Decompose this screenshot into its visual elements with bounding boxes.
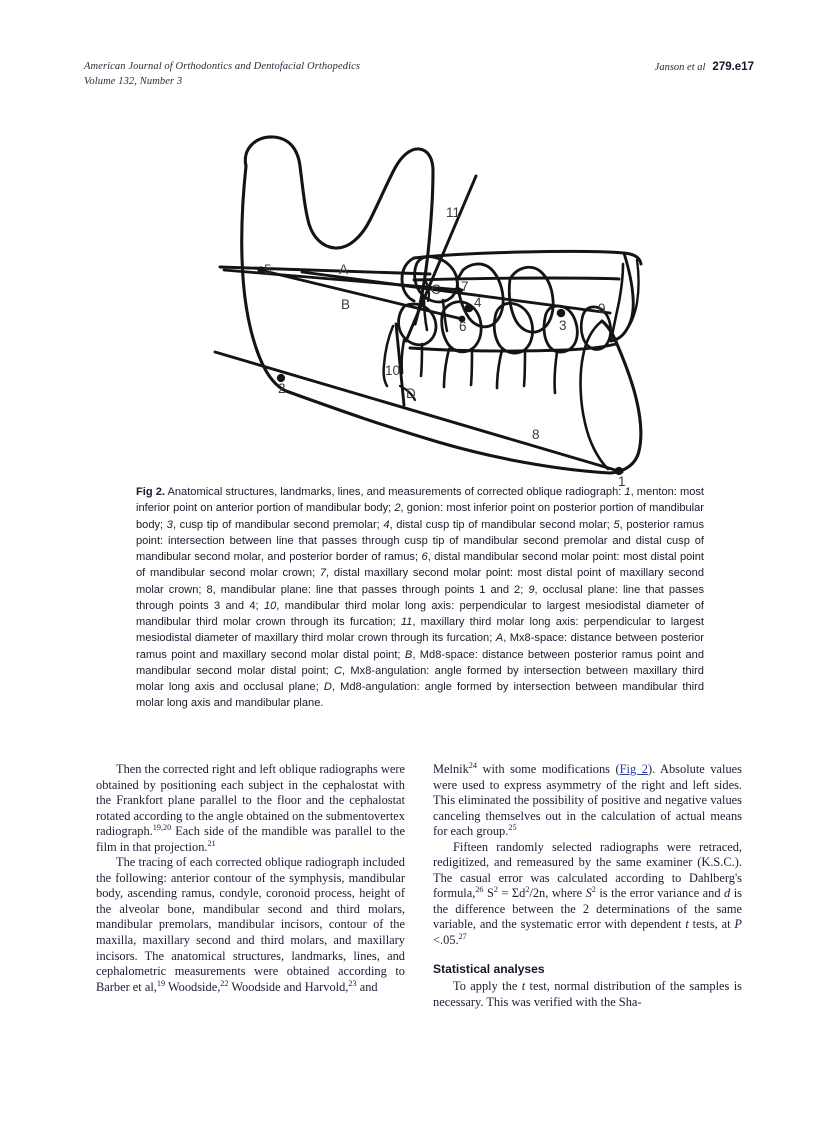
caption-landmark-key: 6 [421,551,428,563]
landmark-label-4: 4 [474,295,482,310]
right-p2-ref-a: 26 [475,885,484,895]
left-p2-text: The tracing of each corrected oblique radiograph included the following: anterior contour of the symphysis, mandibular body, ascending ramus, condyle, coronoid process, height of the alveolar bone, mandibular second and third molars, mandibular premolars, mandibular incisors, contour of the maxilla, maxillary second and third molars, and maxillary incisors. The anatomical structures, landmarks, lines, and cephalometric measurements were obtained according to Barber et al, [96,855,405,994]
right-p2-cont2: is the difference between the 2 determinations of the same variable, and the systematic error with dependent [433,886,742,932]
left-p2-ref-c: 23 [348,978,357,988]
landmark-dot-3 [557,309,566,318]
running-head-authors-page [655,60,754,76]
caption-landmark-key: A [495,632,504,645]
left-p2-ref-a: 19 [156,978,166,988]
right-paragraph-1 [433,762,742,840]
right-p1-start: Melnik [433,762,469,776]
caption-landmark-key: 11 [400,616,413,628]
maxilla-outline [414,251,641,264]
caption-landmark-key: 10 [263,599,277,612]
journal-volume-issue: Volume 132, Number 3 [84,75,183,87]
right-p2-cont: is the error variance and [595,886,725,901]
body-column-left [96,762,405,995]
right-p3-cont: test, normal distribution of the samples is necessary. This was verified with the Sha- [433,979,742,1009]
right-paragraph-3 [433,979,742,1010]
right-p2-dvar: d [724,886,731,901]
body-column-right [433,762,742,1010]
left-p2-end: and [356,979,378,994]
caption-text-segment: , posterior ramus point: intersection between line that passes through cusp tip of mandibular second premolar and distal cusp of mandibular second molar, and posterior border of ramus; [136,518,704,563]
mandibular-first-molar [494,303,532,353]
mandibular-first-molar-roots [497,350,525,388]
caption-landmark-key: 2 [394,502,401,515]
caption-landmark-key: 9 [528,583,535,596]
left-paragraph-2 [96,855,405,995]
left-p1-ref-a: 19,20 [152,823,172,833]
left-p2-mid-a: Woodside, [165,979,221,994]
landmark-label-C: C [431,282,441,297]
caption-landmark-key: 3 [166,518,173,531]
maxilla-palate-line [414,278,619,280]
section-heading-statistical-analyses: Statistical analyses [433,961,545,976]
posterior-ramus-border [242,166,286,391]
right-p2-formula-sup1: 2 [493,885,498,895]
right-p2-cont3: tests, at [688,917,735,932]
right-p2-formula-end: /2n, where [529,886,586,901]
caption-text-segment: , menton: most inferior point on anterior portion of mandibular body; [136,486,704,515]
caption-landmark-key: 4 [383,518,390,531]
caption-landmark-key: B [404,648,413,661]
right-p1-ref-a: 24 [468,760,477,770]
caption-text-segment: , Md8-angulation: angle formed by intersection between mandibular third molar long axis and mandibular plane. [136,681,704,710]
right-p2-ref-b: 27 [458,931,467,941]
caption-landmark-key: 1 [624,486,631,498]
caption-text-segment: , gonion: most inferior point on posterior portion of mandibular body; [136,502,704,531]
right-p2-cont4: <.05. [433,933,459,948]
right-p3-start: To apply the [453,979,522,994]
right-p2-svar: S [585,886,592,901]
caption-text-segment: , mandibular third molar long axis: perpendicular to largest mesiodistal diameter of mandibular third molar crown through its furcation; [136,599,704,628]
figure-2-tracing [110,108,730,489]
right-p3-tvar: t [521,979,526,994]
ramus-outline [245,137,433,324]
running-head [84,60,754,94]
right-p2-formula-sup2: 2 [525,885,530,895]
right-p2-pvar: P [734,917,742,932]
page-number: 279.e17 [712,61,754,73]
right-p2-svar-sup: 2 [591,885,596,895]
figure-2-crossref-link[interactable]: Fig 2 [619,762,648,776]
running-head-journal [84,60,360,89]
caption-text-segment: , cusp tip of mandibular second premolar; [172,518,384,531]
left-p1-ref-b: 21 [207,838,216,848]
line-8-mandibular-plane [215,352,622,472]
caption-text-segment: , occlusal plane: line that passes through points 3 and 4; [136,583,704,612]
landmark-label-1: 1 [618,474,626,489]
right-p1-cont: ). Absolute values were used to express asymmetry of the right and left sides. This eliminated the possibility of positive and negative values canceling themselves out in the calculation of actual means for each group. [433,762,742,839]
caption-text-segment: , maxillary third molar long axis: perpendicular to largest mesiodistal diameter of maxillary third molar crown through its furcation; [136,616,704,645]
left-p1-cont: Each side of the mandible was parallel to the film in that projection. [96,824,405,854]
left-paragraph-1 [96,762,405,855]
caption-landmark-key: 7 [319,567,327,580]
landmark-label-8: 8 [532,427,540,442]
landmark-label-2: 2 [278,381,286,396]
caption-text-segment: , distal cusp tip of mandibular second molar; [389,518,614,531]
landmark-label-10: 10 [385,363,401,378]
caption-text-segment: , Mx8-space: distance between posterior ramus point and maxillary second molar distal point; [136,632,704,661]
landmark-label-B: B [341,297,351,312]
mandibular-second-molar-roots [444,349,472,387]
right-paragraph-2 [433,840,742,949]
landmark-label-3: 3 [559,318,567,333]
right-p2-formula-mid: = Σd [497,886,526,901]
caption-landmark-key: D [323,681,332,693]
journal-title: American Journal of Orthodontics and Dentofacial Orthopedics [84,61,361,72]
caption-text-segment: , Md8-space: distance between posterior ramus point and mandibular second molar distal point; [136,648,704,677]
right-p1-ref-b: 25 [508,823,517,833]
left-p2-ref-b: 22 [220,978,229,988]
running-head-authors: Janson et al [654,62,706,73]
landmark-label-7: 7 [461,279,469,294]
landmark-label-6: 6 [459,319,467,334]
maxillary-incisor [611,264,623,341]
caption-text-segment: , distal mandibular second molar point: most distal point of mandibular second molar crown; [136,551,705,580]
mandibular-lower-border [286,391,610,473]
right-p2-start: Fifteen randomly selected radiographs were retraced, redigitized, and remeasured by the same examiner (K.S.C.). The casual error was calculated according to Dahlberg's formula, [433,839,742,901]
left-p1-text: Then the corrected right and left oblique radiographs were obtained by positioning each subject in the cephalostat with the Frankfort plane parallel to the floor and the cephalostat rotated according to the angle obtained on the submentovertex radiograph. [96,762,405,839]
landmark-label-11: 11 [446,205,461,220]
caption-figure-label: Fig 2. [136,486,165,498]
caption-landmark-key: 5 [613,518,620,531]
caption-text-segment: , Mx8-angulation: angle formed by intersection between maxillary third molar long axis and occlusal plane; [136,664,704,693]
maxillary-tuberosity [402,258,414,301]
left-p2-mid-b: Woodside and Harvold, [228,979,349,994]
caption-landmark-key: C [334,664,343,677]
right-p2-formula: S [483,886,494,901]
caption-text-segment: Anatomical structures, landmarks, lines, and measurements of corrected oblique radiograph: [164,486,625,498]
right-p2-tvar: t [685,917,689,932]
mandible-tracing-svg [110,108,730,489]
landmark-label-A: A [339,262,349,277]
landmark-dot-4 [465,304,474,313]
landmark-label-D: D [406,386,416,401]
mandibular-second-premolar-root [555,352,557,393]
caption-text-segment: , distal maxillary second molar point: most distal point of maxillary second molar crown; 8, mandibular plane: line that passes through points 1 and 2; [136,567,704,596]
landmark-label-5: 5 [264,262,272,277]
right-p1-mid: with some modifications ( [476,762,620,776]
landmark-label-9: 9 [598,301,606,316]
figure-caption [136,484,704,712]
